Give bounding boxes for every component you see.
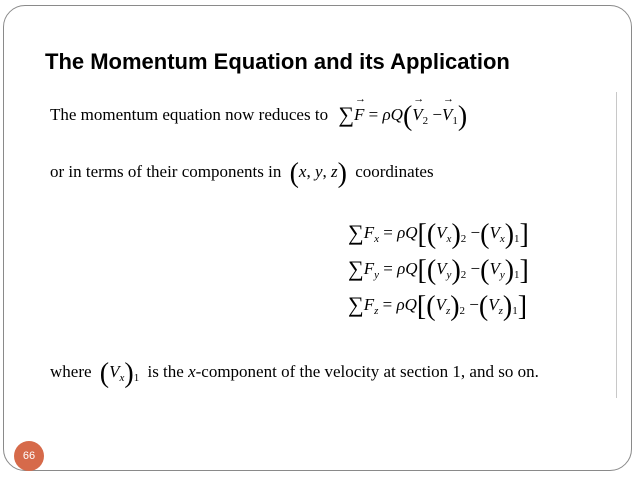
where-velocity-symbol: $(V_x)_1$ [99,358,140,389]
slide-frame [3,5,632,471]
line2-text-after: coordinates [355,162,434,181]
line3-where: where [50,362,92,381]
coordinate-tuple: (x, y, z) [289,158,347,189]
line1-text: The momentum equation now reduces to [50,105,329,124]
line-where [50,360,539,388]
page-number: 66 [22,450,36,462]
line-components [50,160,434,188]
vector-momentum-equation: ∑→ $F = \rho Q(\to V_2 -\to V_1)$ [338,105,467,124]
line-momentum-equation [50,102,467,131]
line2-text-before: or in terms of their components in [50,162,282,181]
line3-text-a: is the [147,362,184,381]
page-number-badge [14,441,44,471]
equation-x-component: $\sum F_x = \rho Q[(V_x)_2 -(V_x)_1]$ [348,219,529,250]
equation-z-component: $\sum F_z = \rho Q[(V_z)_2 -(V_z)_1]$ [348,291,528,322]
slide-content [42,92,617,398]
line3-text-x: x [188,362,196,381]
line3-text-b: -component of the velocity at section 1, and so on. [195,362,539,381]
equation-y-component: $\sum F_y = \rho Q[(V_y)_2 -(V_y)_1]$ [348,255,529,286]
slide-title: The Momentum Equation and its Application [45,49,510,74]
component-equations [348,220,529,328]
